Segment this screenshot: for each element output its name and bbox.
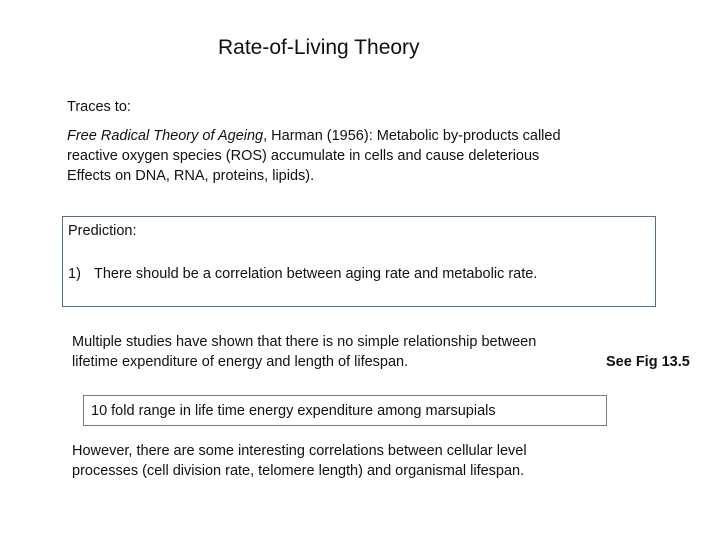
correlations-line-1: However, there are some interesting correlations between cellular level [72, 443, 527, 459]
prediction-item-number: 1) [68, 266, 81, 282]
free-radical-theory-paragraph [67, 126, 561, 186]
theory-line-3: Effects on DNA, RNA, proteins, lipids). [67, 168, 315, 184]
prediction-box [62, 216, 656, 307]
traces-label: Traces to: [67, 99, 131, 115]
correlations-paragraph [72, 441, 527, 481]
theory-line-1-rest: , Harman (1956): Metabolic by-products called [263, 128, 561, 144]
theory-line-1 [67, 126, 561, 146]
range-note-text: 10 fold range in life time energy expenditure among marsupials [91, 403, 496, 419]
figure-reference: See Fig 13.5 [606, 354, 690, 370]
theory-name: Free Radical Theory of Ageing [67, 128, 264, 144]
prediction-item [68, 264, 537, 284]
theory-line-2: reactive oxygen species (ROS) accumulate in cells and cause deleterious [67, 148, 540, 164]
slide-title: Rate-of-Living Theory [218, 36, 420, 59]
prediction-label: Prediction: [68, 223, 137, 239]
prediction-item-text: There should be a correlation between aging rate and metabolic rate. [94, 266, 538, 282]
studies-line-1: Multiple studies have shown that there is no simple relationship between [72, 334, 537, 350]
correlations-line-2: processes (cell division rate, telomere length) and organismal lifespan. [72, 463, 525, 479]
studies-paragraph [72, 332, 536, 372]
studies-line-2: lifetime expenditure of energy and length of lifespan. [72, 354, 409, 370]
